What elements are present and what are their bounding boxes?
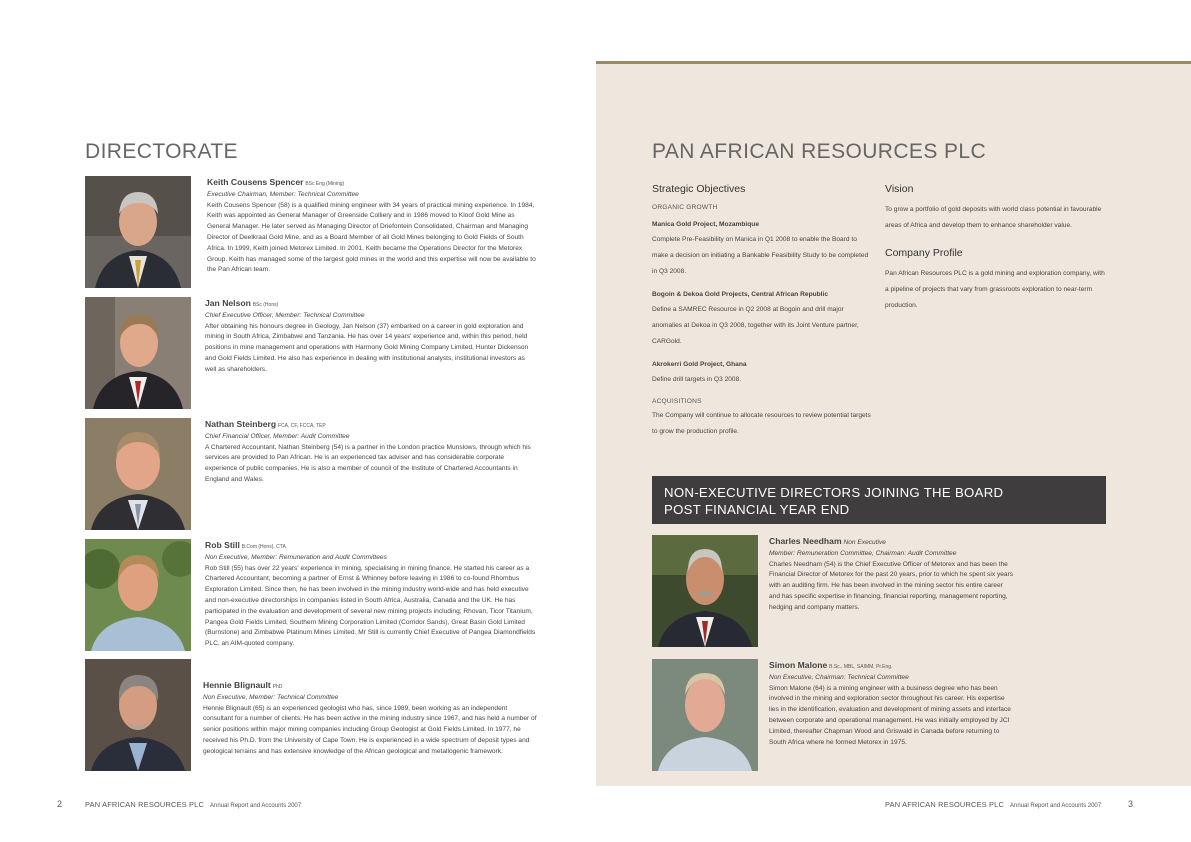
director-role: Chief Financial Officer, Member: Audit Committee (205, 432, 350, 440)
director-role: Non Executive, Chairman: Technical Committee (769, 673, 909, 681)
director-bio-simon-malone (769, 659, 1014, 748)
director-role: Non Executive, Member: Remuneration and Audit Committees (205, 553, 387, 561)
footer-brand: PAN AFRICAN RESOURCES PLC (85, 800, 205, 809)
strategic-heading: Strategic Objectives (652, 183, 746, 195)
portrait-jan-nelson (85, 297, 191, 409)
footer-right (885, 800, 1101, 809)
page-number: 3 (1128, 799, 1134, 809)
portrait-nathan-steinberg (85, 418, 191, 530)
director-description: After obtaining his honours degree in Geology, Jan Nelson (37) embarked on a career in gold exploration and mining in South Africa, Zimbabwe and Tanzania. He has over 14 years' experience and, within this period, held positions in mine management and operations with Harmony Gold Mining Company Limited, Hunter Dickenson and Gold Fields Limited. He also has experience in dealing with institutional analysts, institutional investors as well as shareholders. (205, 322, 529, 373)
non-executive-banner (652, 476, 1106, 524)
director-role: Non Executive, Member: Technical Committee (203, 693, 339, 701)
director-role: Member: Remuneration Committee, Chairman: Audit Committee (769, 549, 957, 557)
director-bio-hennie-blignault (203, 679, 538, 758)
strategic-objectives (652, 182, 874, 440)
company-profile-text: Pan African Resources PLC is a gold mining and exploration company, with a pipeline of projects that vary from grassroots exploration to near-term production. (885, 270, 1105, 309)
bogoin-text: Define a SAMREC Resource in Q2 2008 at Bogoin and drill major anomalies at Dekoa in Q3 2008, together with its Joint Venture partner, CARGold. (652, 306, 859, 345)
director-description: Rob Still (55) has over 22 years' experience in mining, specialising in mining finance. He started his career as a Chartered Accountant, becoming a partner of Ernst & Whinney before leaving in 1986 to co-found Rhombus Exploration Limited. Since then, he has been involved in the mining industry world-wide and has held executive and non-executive directorships in companies listed in South Africa, Australia, Canada and the UK. He has participated in the evaluation and development of several new mining projects including; Rhovan, Ticor Titanium, Pangea Gold Fields Limited, Southern Mining Corporation Limited (Corridor Sands), Great Basin Gold Limited (Burnstone) and Zimbabwe Platinum Mines Limited. Mr Still is currently Chief Executive of Pangea Diamondfields PLC, an AIM-quoted company. (205, 564, 536, 648)
footer-report: Annual Report and Accounts 2007 (1010, 803, 1102, 809)
director-quals: PhD (272, 684, 283, 690)
portrait-charles-needham (652, 535, 758, 647)
manica-title: Manica Gold Project, Mozambique (652, 221, 759, 228)
footer-left (85, 800, 301, 809)
director-name: Keith Cousens Spencer (207, 177, 304, 187)
footer-brand: PAN AFRICAN RESOURCES PLC (885, 800, 1005, 809)
director-description: Simon Malone (64) is a mining engineer with a business degree who has been involved in the mining and exploration sector throughout his career. His expertise lies in the identification, evaluation and development of mining assets and interface between corporate and operational management. He was initially employed by JCI Limited, thereafter Chapman Wood and Griswald in Canada before returning to South Africa where he formed Metorex in 1975. (769, 684, 1011, 746)
organic-growth-label: ORGANIC GROWTH (652, 204, 718, 211)
director-description: A Chartered Accountant, Nathan Steinberg (54) is a partner in the London practice Munslows, through which his services are provided to Pan African. He is an experienced tax adviser and has considerable corporate experience of public companies. He is also a member of council of the Institute of Chartered Accountants in England and Wales. (205, 443, 531, 483)
director-quals: BSc (Hons) (252, 302, 279, 308)
company-title: PAN AFRICAN RESOURCES PLC (652, 140, 987, 163)
director-description: Charles Needham (54) is the Chief Executive Officer of Metorex and has been the Financial Director of Metorex for the past 20 years, prior to which he spent six years with an auditing firm. He has been involved in the mining sector his entire career and has specific expertise in financing, financial reporting, management reporting, hedging and company matters. (769, 560, 1014, 611)
director-name: Jan Nelson (205, 298, 251, 308)
manica-text: Complete Pre-Feasibility on Manica in Q1 2008 to enable the Board to make a decision on initiating a Bankable Feasibility Study to be completed in Q3 2008. (652, 236, 869, 275)
director-quals: FCA, CF, FCCA, TEP (278, 423, 326, 429)
director-bio-rob-still (205, 539, 540, 650)
director-quals: B.Com (Hons), CTA (241, 544, 286, 550)
footer-report: Annual Report and Accounts 2007 (210, 803, 302, 809)
director-description: Keith Cousens Spencer (58) is a qualified mining engineer with 34 years of practical mining experience. In 1984, Keith was appointed as General Manager of Greenside Colliery and in 1986 moved to Kloof Gold Mine as General Manager. He later served as Managing Director of Driefontein Consolidated, Chairman and Managing Director of Deelkraal Gold Mine, and as a Board Member of all Gold Mines belonging to Gold Fields of South Africa. In 1999, Keith joined Metorex Limited. In 2001, Keith became the Operations Director for the Metorex Group. Keith has managed some of the largest gold mines in the world and this expertise will now be available to the Pan African team. (207, 201, 536, 274)
director-bio-keith-spencer (207, 176, 539, 276)
directorate-title: DIRECTORATE (85, 140, 238, 163)
director-bio-charles-needham (769, 535, 1014, 614)
vision-heading: Vision (885, 183, 914, 195)
director-description: Hennie Blignault (65) is an experienced geologist who has, since 1989, been working as an independent consultant for a number of clients. He has been active in the mining industry since 1967, and has held a number of senior positions within major mining companies including Group Geologist at Gold Fields Limited. In 1977, he received his Ph.D. from the University of Cape Town. He is experienced in a wide spectrum of deposit types and geological terrains and has extensive knowledge of the African geological and metallogenic framework. (203, 704, 537, 755)
acquisitions-label: ACQUISITIONS (652, 398, 702, 405)
portrait-hennie-blignault (85, 659, 191, 771)
director-bio-nathan-steinberg (205, 418, 537, 486)
director-name: Charles Needham (769, 536, 842, 546)
director-role: Executive Chairman, Member: Technical Committee (207, 190, 359, 198)
director-role: Chief Executive Officer, Member: Technical Committee (205, 311, 365, 319)
director-quals: Non Executive (843, 539, 886, 546)
banner-line-1: NON-EXECUTIVE DIRECTORS JOINING THE BOARD (664, 485, 1004, 500)
director-name: Rob Still (205, 540, 240, 550)
left-page (0, 0, 595, 842)
vision-profile (885, 182, 1110, 314)
bogoin-title: Bogoin & Dekoa Gold Projects, Central African Republic (652, 291, 828, 298)
portrait-keith-spencer (85, 176, 191, 288)
director-quals: BSc Eng (Mining) (305, 181, 345, 187)
akrokerri-title: Akrokerri Gold Project, Ghana (652, 361, 747, 368)
director-name: Hennie Blignault (203, 680, 271, 690)
page-number: 2 (57, 799, 63, 809)
portrait-simon-malone (652, 659, 758, 771)
director-name: Nathan Steinberg (205, 419, 277, 429)
director-bio-jan-nelson (205, 297, 537, 376)
banner-line-2: POST FINANCIAL YEAR END (664, 502, 850, 517)
acquisitions-text: The Company will continue to allocate resources to review potential targets to grow the production profile. (652, 412, 871, 435)
akrokerri-text: Define drill targets in Q3 2008. (652, 376, 742, 383)
vision-text: To grow a portfolio of gold deposits with world class potential in favourable areas of Africa and develop them to enhance shareholder value. (885, 206, 1102, 229)
director-quals: B.Sc., MBL, SAIMM, Pr.Eng. (829, 664, 893, 670)
company-profile-heading: Company Profile (885, 247, 963, 259)
portrait-rob-still (85, 539, 191, 651)
director-name: Simon Malone (769, 660, 828, 670)
